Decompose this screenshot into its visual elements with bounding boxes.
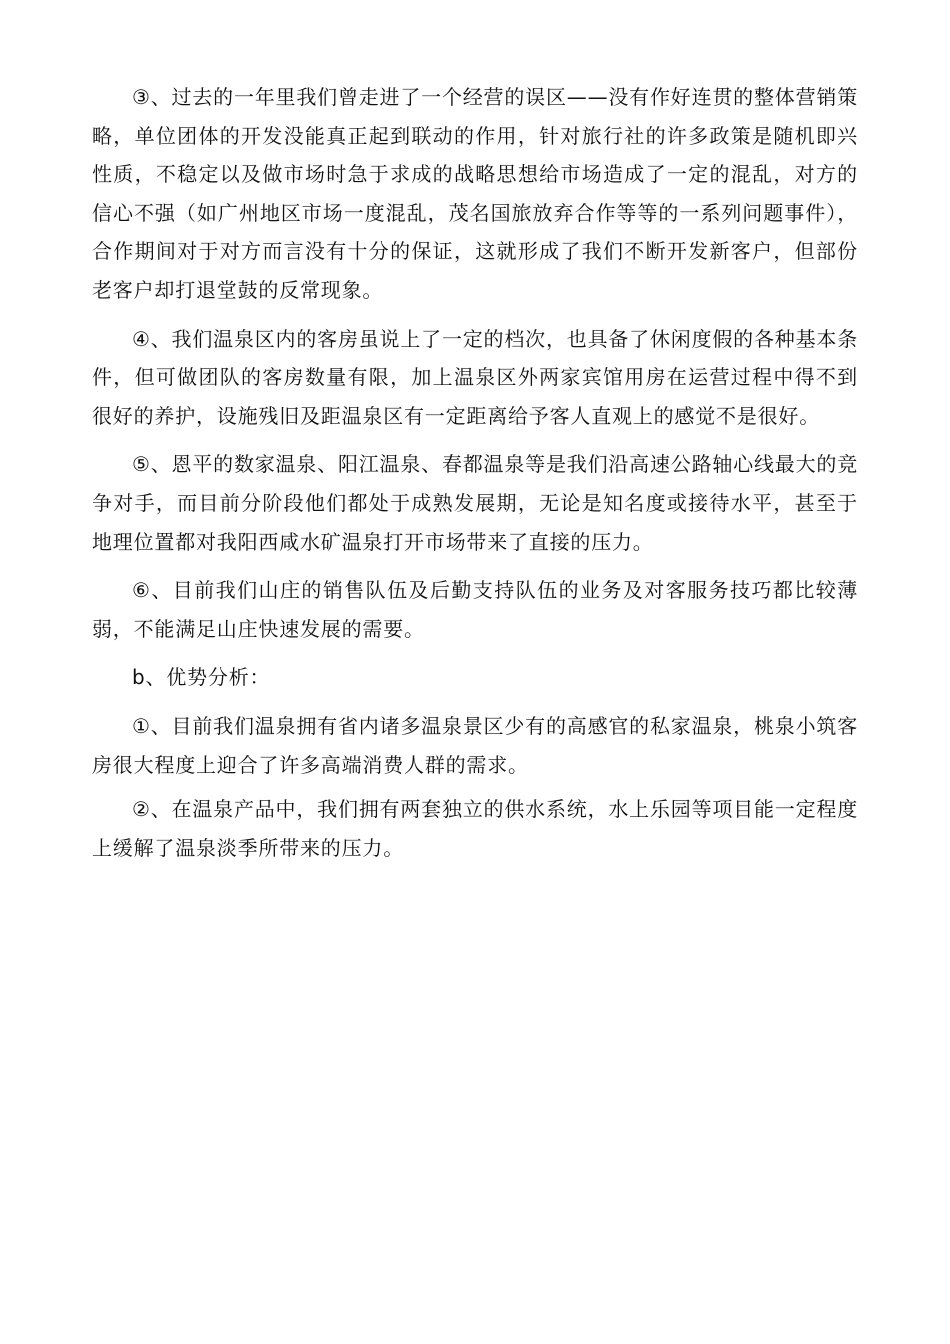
paragraph-point-6: ⑥、目前我们山庄的销售队伍及后勤支持队伍的业务及对客服务技巧都比较薄弱，不能满足山庄快速发展的需要。	[92, 578, 858, 641]
paragraph-point-5: ⑤、恩平的数家温泉、阳江温泉、春都温泉等是我们沿高速公路轴心线最大的竞争对手，而目前分阶段他们都处于成熟发展期，无论是知名度或接待水平，甚至于地理位置都对我阳西咸水矿温泉打开市场带来了直接的压力。	[92, 452, 858, 554]
paragraph-point-4: ④、我们温泉区内的客房虽说上了一定的档次，也具备了休闲度假的各种基本条件，但可做团队的客房数量有限，加上温泉区外两家宾馆用房在运营过程中得不到很好的养护，设施残旧及距温泉区有一定距离给予客人直观上的感觉不是很好。	[92, 326, 858, 428]
section-heading-advantages: b、优势分析：	[132, 665, 271, 690]
paragraph-advantage-1: ①、目前我们温泉拥有省内诸多温泉景区少有的高感官的私家温泉，桃泉小筑客房很大程度上迎合了许多高端消费人群的需求。	[92, 713, 858, 777]
document-page	[92, 78, 858, 873]
paragraph-advantage-2: ②、在温泉产品中，我们拥有两套独立的供水系统，水上乐园等项目能一定程度上缓解了温泉淡季所带来的压力。	[92, 797, 858, 860]
paragraph-point-3: ③、过去的一年里我们曾走进了一个经营的误区——没有作好连贯的整体营销策略，单位团体的开发没能真正起到联动的作用，针对旅行社的许多政策是随机即兴性质，不稳定以及做市场时急于求成的战略思想给市场造成了一定的混乱，对方的信心不强（如广州地区市场一度混乱，茂名国旅放弃合作等等的一系列问题事件），合作期间对于对方而言没有十分的保证，这就形成了我们不断开发新客户，但部份老客户却打退堂鼓的反常现象。	[92, 85, 858, 302]
